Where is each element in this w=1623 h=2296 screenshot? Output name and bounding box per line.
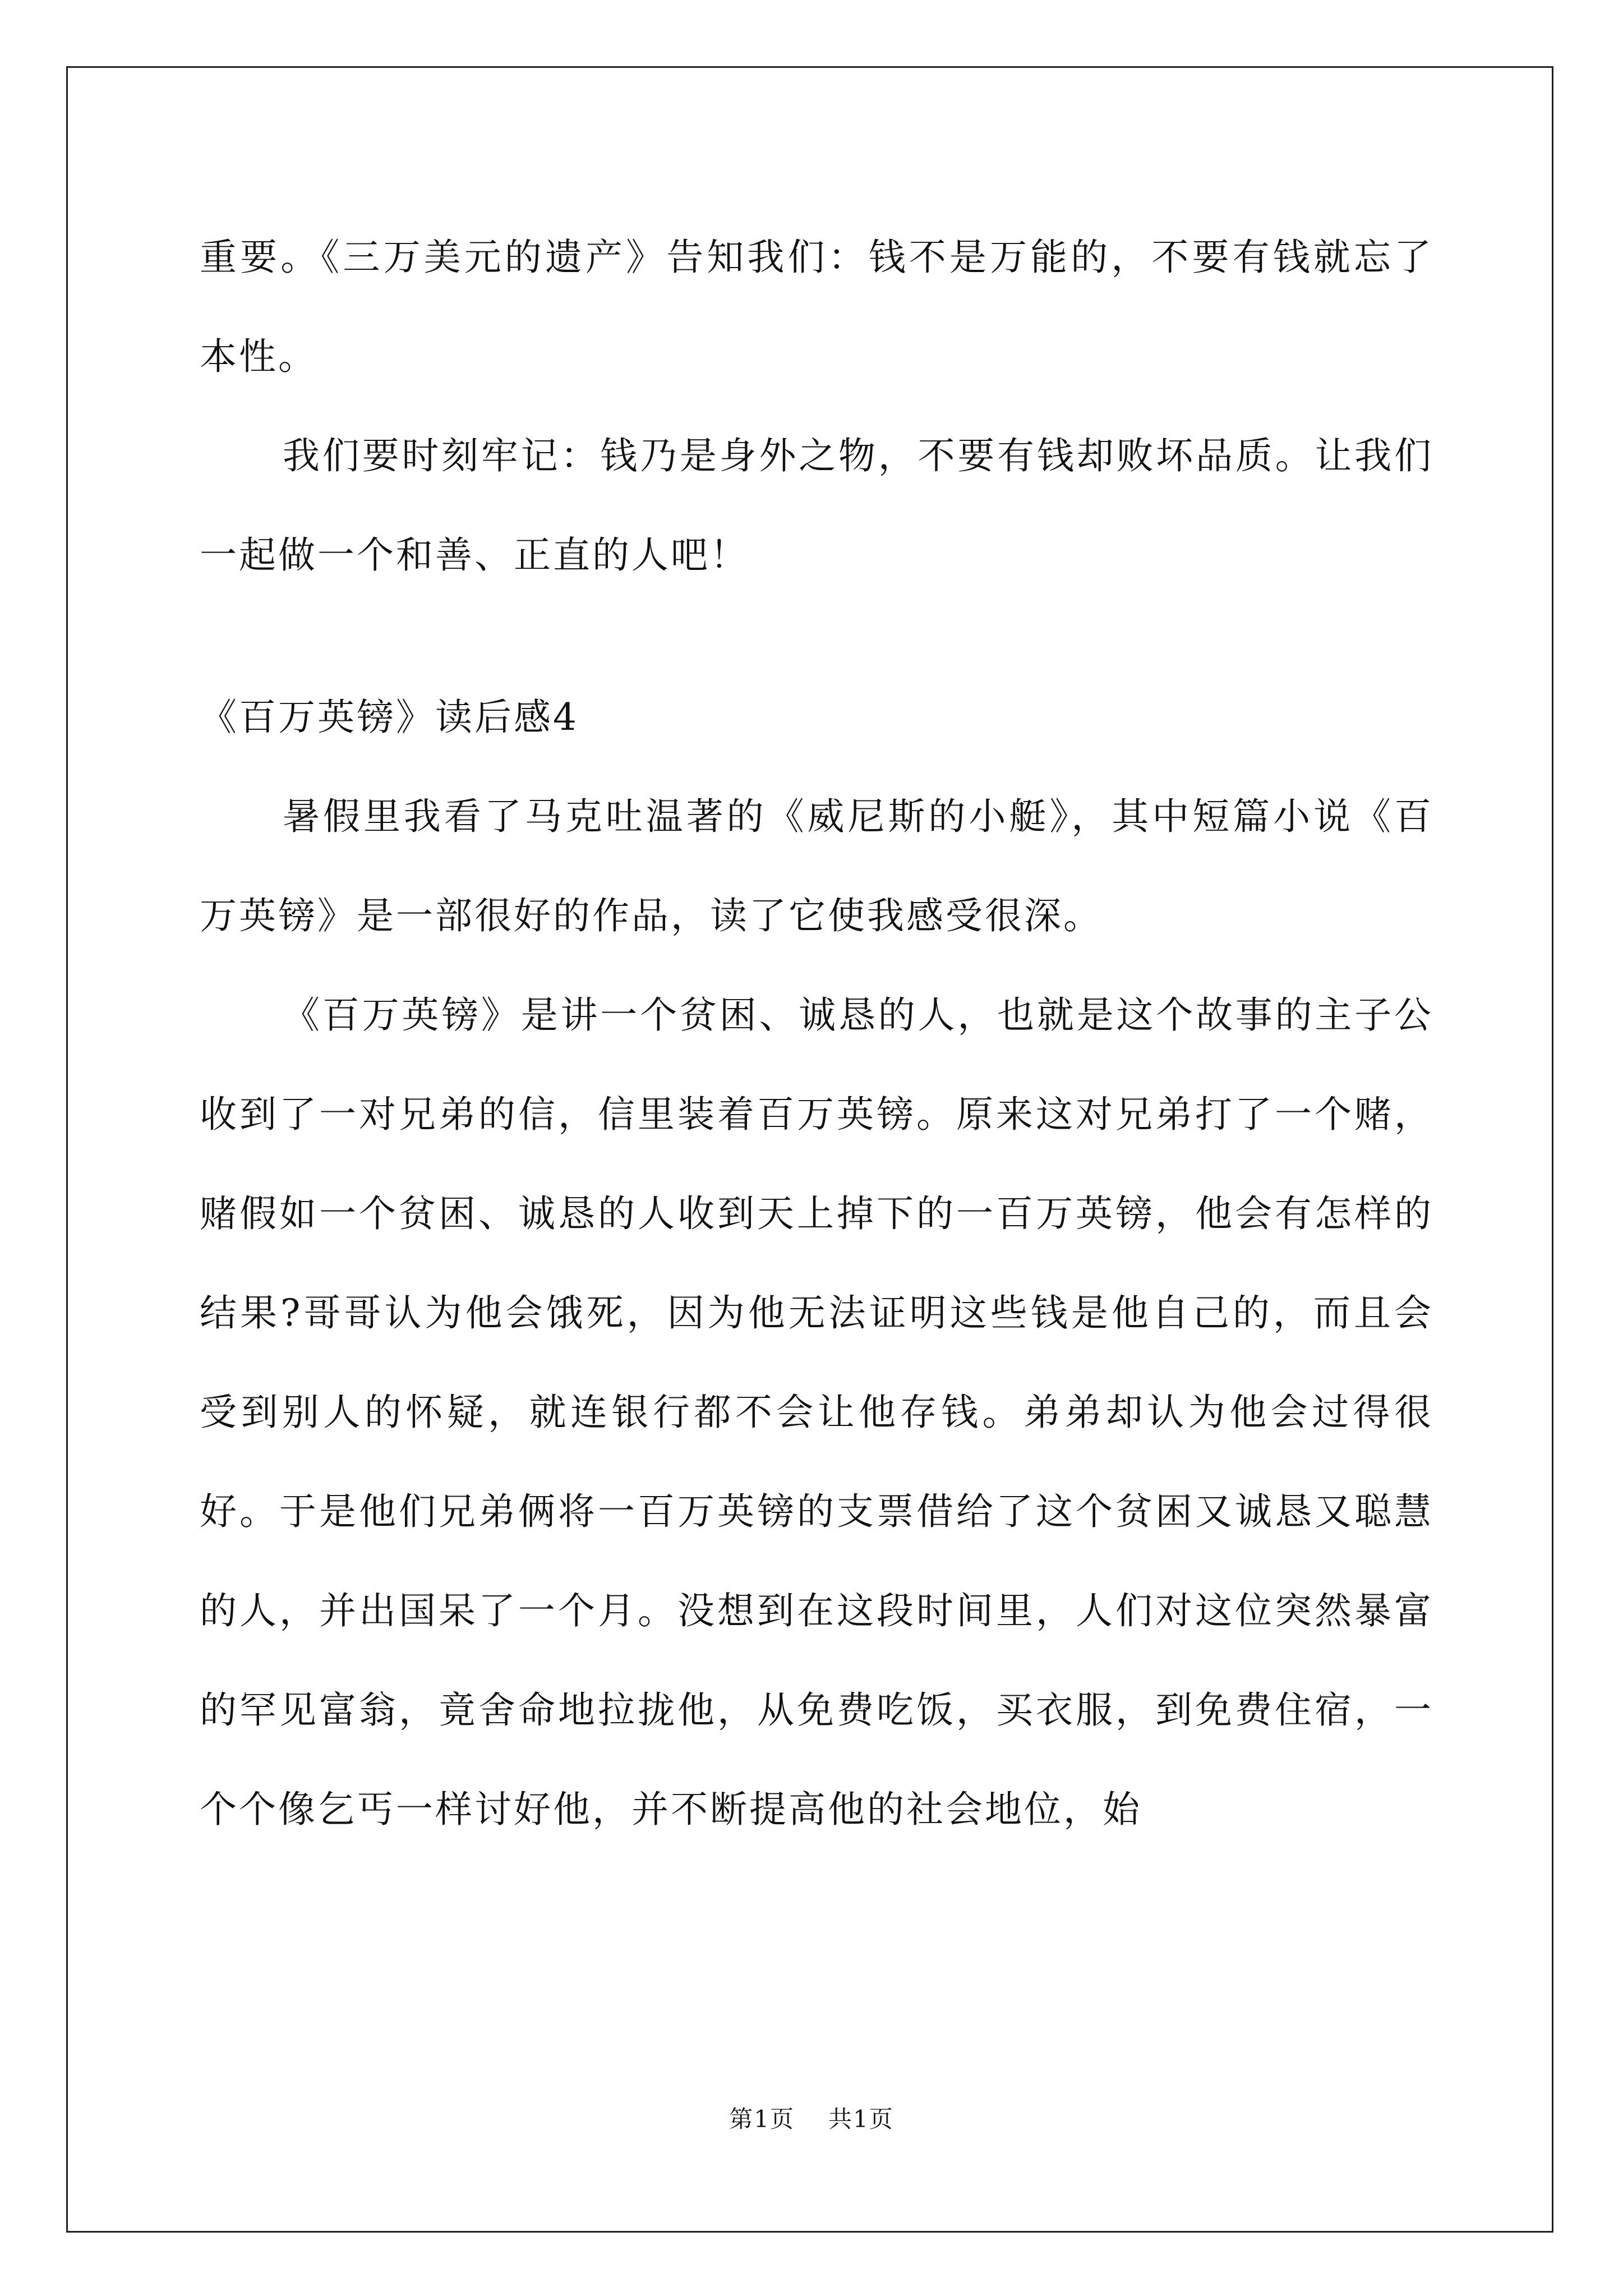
section-paragraph-1: 暑假里我看了马克吐温著的《威尼斯的小艇》，其中短篇小说《百万英镑》是一部很好的作品，读了它使我感受很深。	[200, 795, 1433, 937]
page-footer	[0, 2101, 1623, 2134]
page-number: 第1页	[729, 2105, 795, 2133]
document-body	[200, 208, 1433, 1859]
section-heading: 《百万英镑》读后感4	[200, 696, 579, 739]
section-paragraph-2: 《百万英镑》是讲一个贫困、诚恳的人，也就是这个故事的主子公收到了一对兄弟的信，信里装着百万英镑。原来这对兄弟打了一个赌，赌假如一个贫困、诚恳的人收到天上掉下的一百万英镑，他会有怎样的结果?哥哥认为他会饿死，因为他无法证明这些钱是他自己的，而且会受到别人的怀疑，就连银行都不会让他存钱。弟弟却认为他会过得很好。于是他们兄弟俩将一百万英镑的支票借给了这个贫困又诚恳又聪慧的人，并出国呆了一个月。没想到在这段时间里，人们对这位突然暴富的罕见富翁，竟舍命地拉拢他，从免费吃饭，买衣服，到免费住宿，一个个像乞丐一样讨好他，并不断提高他的社会地位，始	[200, 993, 1433, 1831]
paragraph-2: 我们要时刻牢记：钱乃是身外之物，不要有钱却败坏品质。让我们一起做一个和善、正直的人吧！	[200, 434, 1433, 577]
page-total: 共1页	[828, 2105, 894, 2133]
paragraph-1: 重要。《三万美元的遗产》告知我们：钱不是万能的，不要有钱就忘了本性。	[200, 236, 1433, 378]
